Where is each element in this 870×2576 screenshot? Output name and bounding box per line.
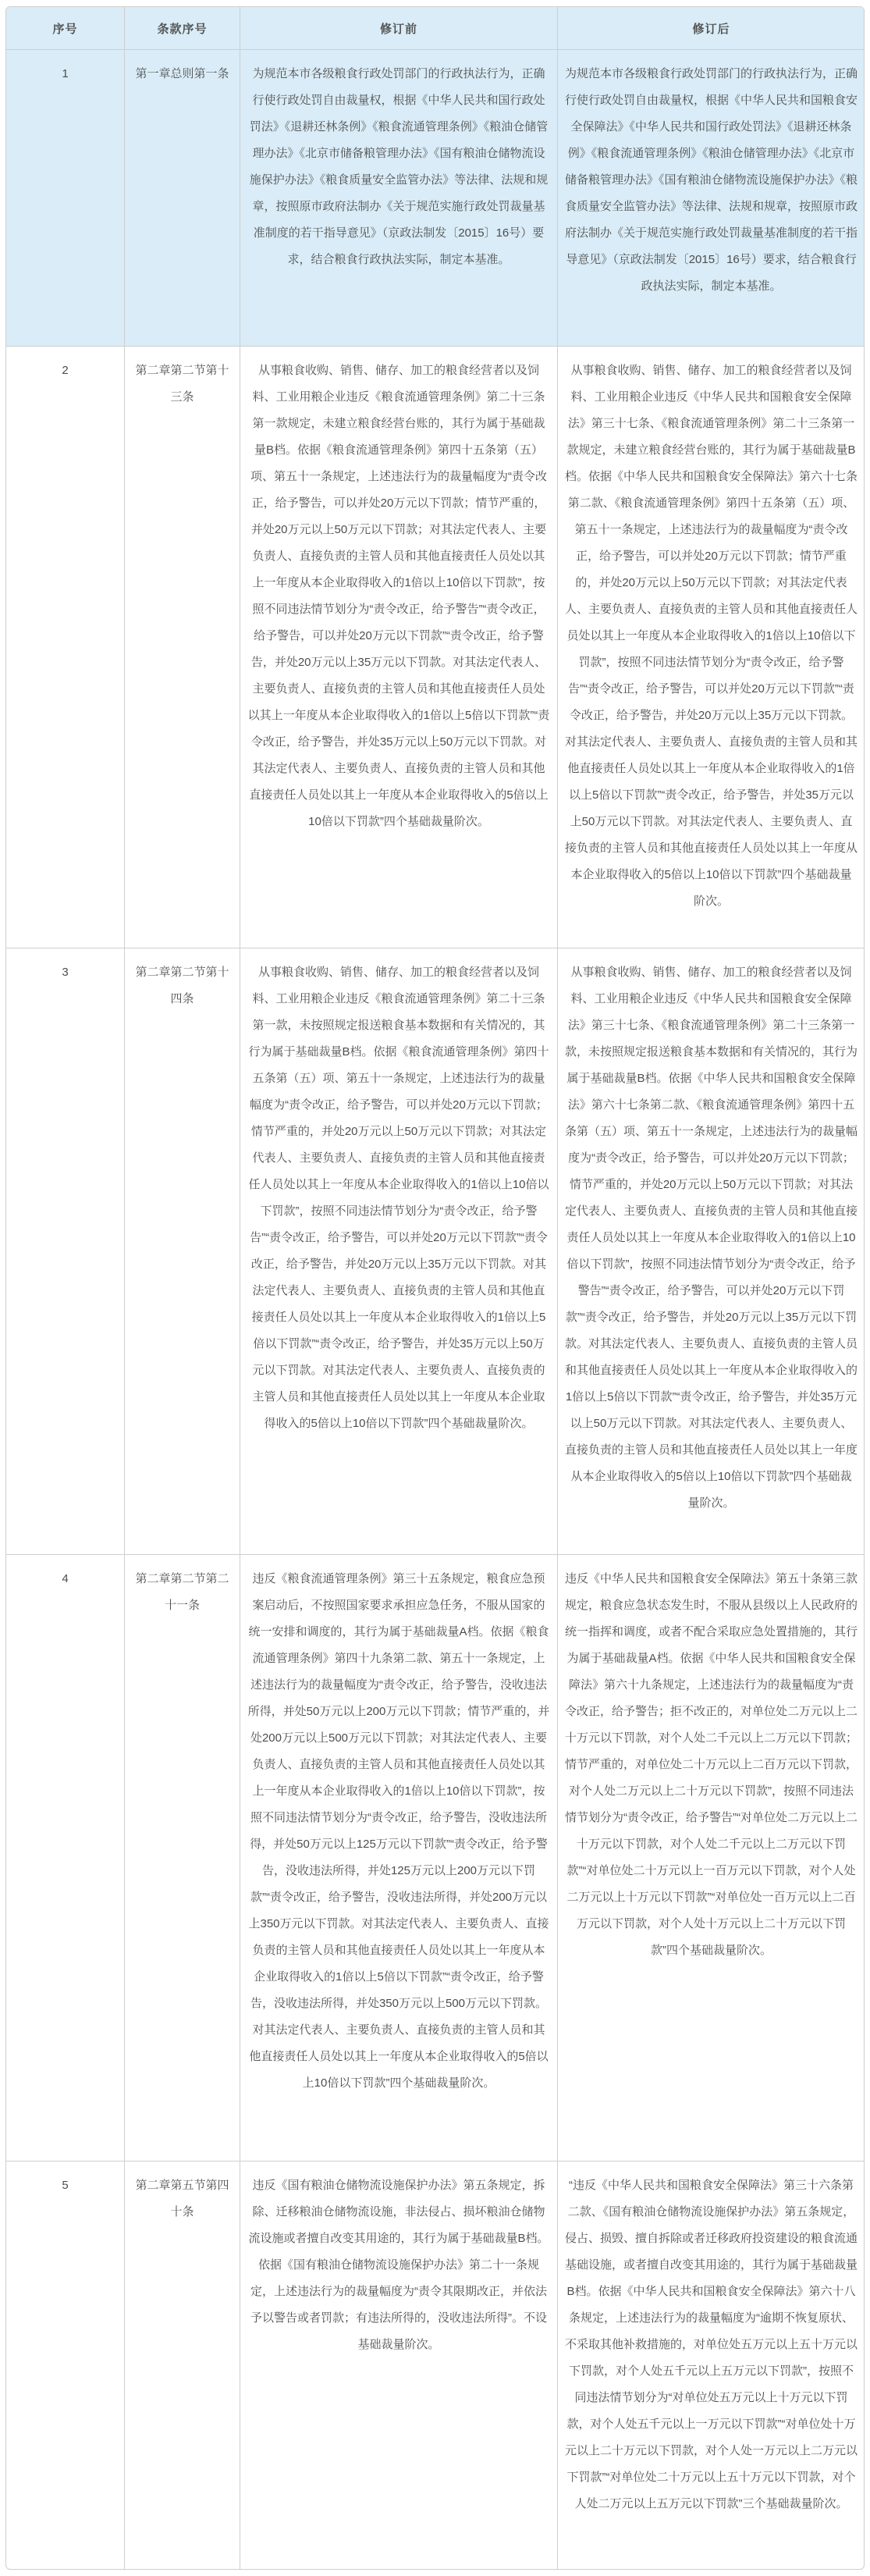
before-revision-cell: 违反《粮食流通管理条例》第三十五条规定，粮食应急预案启动后，不按照国家要求承担应急任务，不服从国家的统一安排和调度的，其行为属于基础裁量A档。依据《粮食流通管理条例》第四十九条第二款、第五十一条规定，上述违法行为的裁量幅度为“责令改正，给予警告，没收违法所得，并处50万元以上200万元以下罚款；情节严重的，并处200万元以上500万元以下罚款；对其法定代表人、主要负责人、直接负责的主管人员和其他直接责任人员处以其上一年度从本企业取得收入的1倍以上10倍以下罚款”，按照不同违法情节划分为“责令改正，给予警告，没收违法所得，并处50万元以上125万元以下罚款”“责令改正，给予警告，没收违法所得，并处125万元以上200万元以下罚款”“责令改正，给予警告，没收违法所得，并处200万元以上350万元以下罚款。对其法定代表人、主要负责人、直接负责的主管人员和其他直接责任人员处以其上一年度从本企业取得收入的1倍以上5倍以下罚款”“责令改正，给予警告，没收违法所得，并处350万元以上500万元以下罚款。对其法定代表人、主要负责人、直接负责的主管人员和其他直接责任人员处以其上一年度从本企业取得收入的5倍以上10倍以下罚款”四个基础裁量阶次。 (240, 1555, 558, 2161)
revision-comparison-table-container (5, 6, 865, 2570)
table-row (6, 948, 865, 1555)
clause-number-cell: 第二章第五节第四十条 (125, 2161, 240, 2570)
serial-number-cell: 5 (6, 2161, 125, 2570)
after-revision-cell: 违反《中华人民共和国粮食安全保障法》第五十条第三款规定，粮食应急状态发生时，不服从县级以上人民政府的统一指挥和调度，或者不配合采取应急处置措施的，其行为属于基础裁量A档。依据《中华人民共和国粮食安全保障法》第六十九条规定，上述违法行为的裁量幅度为“责令改正，给予警告；拒不改正的，对单位处二万元以上二十万元以下罚款，对个人处二千元以上二万元以下罚款；情节严重的，对单位处二十万元以上二百万元以下罚款，对个人处二万元以上二十万元以下罚款”，按照不同违法情节划分为“责令改正，给予警告”“对单位处二万元以上二十万元以下罚款，对个人处二千元以上二万元以下罚款”“对单位处二十万元以上一百万元以下罚款，对个人处二万元以上十万元以下罚款”“对单位处一百万元以上二百万元以下罚款，对个人处十万元以上二十万元以下罚款”四个基础裁量阶次。 (558, 1555, 865, 2161)
header-before-revision: 修订前 (240, 7, 558, 50)
clause-number-cell: 第二章第二节第二十一条 (125, 1555, 240, 2161)
header-serial-number: 序号 (6, 7, 125, 50)
clause-number-cell: 第二章第二节第十四条 (125, 948, 240, 1555)
before-revision-cell: 为规范本市各级粮食行政处罚部门的行政执法行为，正确行使行政处罚自由裁量权，根据《中华人民共和国行政处罚法》《退耕还林条例》《粮食流通管理条例》《粮油仓储管理办法》《北京市储备粮管理办法》《国有粮油仓储物流设施保护办法》《粮食质量安全监管办法》等法律、法规和规章，按照原市政府法制办《关于规范实施行政处罚裁量基准制度的若干指导意见》（京政法制发〔2015〕16号）要求，结合粮食行政执法实际，制定本基准。 (240, 50, 558, 347)
serial-number-cell: 3 (6, 948, 125, 1555)
header-after-revision: 修订后 (558, 7, 865, 50)
revision-comparison-table (5, 6, 865, 2570)
after-revision-cell: 从事粮食收购、销售、储存、加工的粮食经营者以及饲料、工业用粮企业违反《中华人民共和国粮食安全保障法》第三十七条、《粮食流通管理条例》第二十三条第一款规定，未建立粮食经营台账的，其行为属于基础裁量B档。依据《中华人民共和国粮食安全保障法》第六十七条第二款、《粮食流通管理条例》第四十五条第（五）项、第五十一条规定，上述违法行为的裁量幅度为“责令改正，给予警告，可以并处20万元以下罚款；情节严重的，并处20万元以上50万元以下罚款；对其法定代表人、主要负责人、直接负责的主管人员和其他直接责任人员处以其上一年度从本企业取得收入的1倍以上10倍以下罚款”，按照不同违法情节划分为“责令改正，给予警告”“责令改正，给予警告，可以并处20万元以下罚款”“责令改正，给予警告，并处20万元以上35万元以下罚款。对其法定代表人、主要负责人、直接负责的主管人员和其他直接责任人员处以其上一年度从本企业取得收入的1倍以上5倍以下罚款”“责令改正，给予警告，并处35万元以上50万元以下罚款。对其法定代表人、主要负责人、直接负责的主管人员和其他直接责任人员处以其上一年度从本企业取得收入的5倍以上10倍以下罚款”四个基础裁量阶次。 (558, 347, 865, 948)
table-row (6, 347, 865, 948)
before-revision-cell: 从事粮食收购、销售、储存、加工的粮食经营者以及饲料、工业用粮企业违反《粮食流通管理条例》第二十三条第一款规定，未建立粮食经营台账的，其行为属于基础裁量B档。依据《粮食流通管理条例》第四十五条第（五）项、第五十一条规定，上述违法行为的裁量幅度为“责令改正，给予警告，可以并处20万元以下罚款；情节严重的，并处20万元以上50万元以下罚款；对其法定代表人、主要负责人、直接负责的主管人员和其他直接责任人员处以其上一年度从本企业取得收入的1倍以上10倍以下罚款”，按照不同违法情节划分为“责令改正，给予警告”“责令改正，给予警告，可以并处20万元以下罚款”“责令改正，给予警告，并处20万元以上35万元以下罚款。对其法定代表人、主要负责人、直接负责的主管人员和其他直接责任人员处以其上一年度从本企业取得收入的1倍以上5倍以下罚款”“责令改正，给予警告，并处35万元以上50万元以下罚款。对其法定代表人、主要负责人、直接负责的主管人员和其他直接责任人员处以其上一年度从本企业取得收入的5倍以上10倍以下罚款”四个基础裁量阶次。 (240, 347, 558, 948)
serial-number-cell: 4 (6, 1555, 125, 2161)
after-revision-cell: 为规范本市各级粮食行政处罚部门的行政执法行为，正确行使行政处罚自由裁量权，根据《中华人民共和国粮食安全保障法》《中华人民共和国行政处罚法》《退耕还林条例》《粮食流通管理条例》《粮油仓储管理办法》《北京市储备粮管理办法》《国有粮油仓储物流设施保护办法》《粮食质量安全监管办法》等法律、法规和规章，按照原市政府法制办《关于规范实施行政处罚裁量基准制度的若干指导意见》（京政法制发〔2015〕16号）要求，结合粮食行政执法实际，制定本基准。 (558, 50, 865, 347)
header-clause-number: 条款序号 (125, 7, 240, 50)
after-revision-cell: “违反《中华人民共和国粮食安全保障法》第三十六条第二款、《国有粮油仓储物流设施保护办法》第五条规定，侵占、损毁、擅自拆除或者迁移政府投资建设的粮食流通基础设施，或者擅自改变其用途的，其行为属于基础裁量B档。依据《中华人民共和国粮食安全保障法》第六十八条规定，上述违法行为的裁量幅度为“逾期不恢复原状、不采取其他补救措施的，对单位处五万元以上五十万元以下罚款，对个人处五千元以上五万元以下罚款”，按照不同违法情节划分为“对单位处五万元以上十万元以下罚款，对个人处五千元以上一万元以下罚款”“对单位处十万元以上二十万元以下罚款，对个人处一万元以上二万元以下罚款”“对单位处二十万元以上五十万元以下罚款，对个人处二万元以上五万元以下罚款”三个基础裁量阶次。 (558, 2161, 865, 2570)
clause-number-cell: 第一章总则第一条 (125, 50, 240, 347)
table-row (6, 2161, 865, 2570)
serial-number-cell: 1 (6, 50, 125, 347)
serial-number-cell: 2 (6, 347, 125, 948)
after-revision-cell: 从事粮食收购、销售、储存、加工的粮食经营者以及饲料、工业用粮企业违反《中华人民共和国粮食安全保障法》第三十七条、《粮食流通管理条例》第二十三条第一款，未按照规定报送粮食基本数据和有关情况的，其行为属于基础裁量B档。依据《中华人民共和国粮食安全保障法》第六十七条第二款、《粮食流通管理条例》第四十五条第（五）项、第五十一条规定，上述违法行为的裁量幅度为“责令改正，给予警告，可以并处20万元以下罚款；情节严重的，并处20万元以上50万元以下罚款；对其法定代表人、主要负责人、直接负责的主管人员和其他直接责任人员处以其上一年度从本企业取得收入的1倍以上10倍以下罚款”，按照不同违法情节划分为“责令改正，给予警告”“责令改正，给予警告，可以并处20万元以下罚款”“责令改正，给予警告，并处20万元以上35万元以下罚款。对其法定代表人、主要负责人、直接负责的主管人员和其他直接责任人员处以其上一年度从本企业取得收入的1倍以上5倍以下罚款”“责令改正，给予警告，并处35万元以上50万元以下罚款。对其法定代表人、主要负责人、直接负责的主管人员和其他直接责任人员处以其上一年度从本企业取得收入的5倍以上10倍以下罚款”四个基础裁量阶次。 (558, 948, 865, 1555)
table-row (6, 1555, 865, 2161)
clause-number-cell: 第二章第二节第十三条 (125, 347, 240, 948)
before-revision-cell: 违反《国有粮油仓储物流设施保护办法》第五条规定，拆除、迁移粮油仓储物流设施，非法侵占、损坏粮油仓储物流设施或者擅自改变其用途的，其行为属于基础裁量B档。依据《国有粮油仓储物流设施保护办法》第二十一条规定，上述违法行为的裁量幅度为“责令其限期改正，并依法予以警告或者罚款；有违法所得的，没收违法所得”。不设基础裁量阶次。 (240, 2161, 558, 2570)
before-revision-cell: 从事粮食收购、销售、储存、加工的粮食经营者以及饲料、工业用粮企业违反《粮食流通管理条例》第二十三条第一款，未按照规定报送粮食基本数据和有关情况的，其行为属于基础裁量B档。依据《粮食流通管理条例》第四十五条第（五）项、第五十一条规定，上述违法行为的裁量幅度为“责令改正，给予警告，可以并处20万元以下罚款；情节严重的，并处20万元以上50万元以下罚款；对其法定代表人、主要负责人、直接负责的主管人员和其他直接责任人员处以其上一年度从本企业取得收入的1倍以上10倍以下罚款”，按照不同违法情节划分为“责令改正，给予警告”“责令改正，给予警告，可以并处20万元以下罚款”“责令改正，给予警告，并处20万元以上35万元以下罚款。对其法定代表人、主要负责人、直接负责的主管人员和其他直接责任人员处以其上一年度从本企业取得收入的1倍以上5倍以下罚款”“责令改正，给予警告，并处35万元以上50万元以下罚款。对其法定代表人、主要负责人、直接负责的主管人员和其他直接责任人员处以其上一年度从本企业取得收入的5倍以上10倍以下罚款”四个基础裁量阶次。 (240, 948, 558, 1555)
table-row (6, 50, 865, 347)
header-row (6, 7, 865, 50)
